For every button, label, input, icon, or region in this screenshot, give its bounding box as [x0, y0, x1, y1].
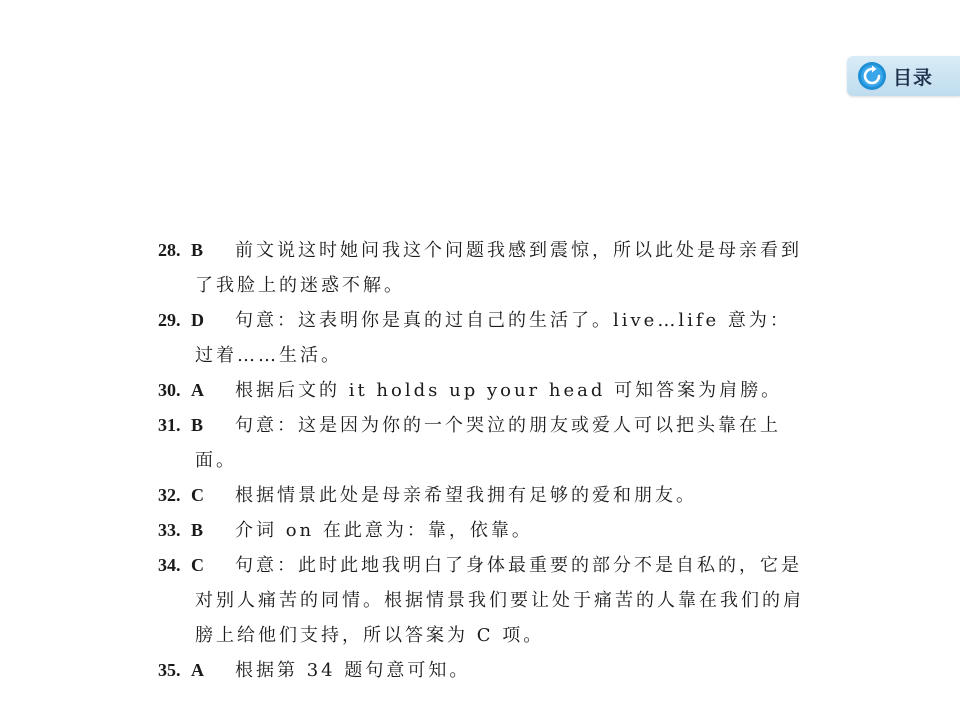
question-number: 31. — [158, 415, 181, 435]
question-number: 33. — [158, 520, 181, 540]
answer-item-30 — [158, 373, 808, 408]
answer-list — [158, 233, 808, 688]
explanation-text: 根据后文的 it holds up your head 可知答案为肩膀。 — [235, 380, 783, 401]
toc-label: 目录 — [893, 66, 934, 89]
question-number: 35. — [158, 660, 181, 680]
answer-letter: B — [191, 520, 204, 540]
answer-letter: A — [191, 380, 204, 400]
answer-item-32 — [158, 478, 808, 513]
explanation-text: 根据情景此处是母亲希望我拥有足够的爱和朋友。 — [235, 485, 697, 506]
explanation-text: 句意：这表明你是真的过自己的生活了。live…life 意为：过着……生活。 — [195, 310, 791, 366]
explanation-text: 根据第 34 题句意可知。 — [235, 660, 471, 681]
answer-letter: C — [191, 555, 204, 575]
question-number: 32. — [158, 485, 181, 505]
explanation-text: 句意：此时此地我明白了身体最重要的部分不是自私的，它是对别人痛苦的同情。根据情景我们要让处于痛苦的人靠在我们的肩膀上给他们支持，所以答案为 C 项。 — [195, 555, 804, 646]
question-number: 28. — [158, 240, 181, 260]
answer-item-31 — [158, 408, 808, 478]
question-number: 29. — [158, 310, 181, 330]
question-number: 30. — [158, 380, 181, 400]
answer-item-35 — [158, 653, 808, 688]
refresh-circle-icon — [857, 61, 887, 91]
answer-letter: A — [191, 660, 204, 680]
explanation-text: 介词 on 在此意为：靠，依靠。 — [235, 520, 533, 541]
answer-letter: D — [191, 310, 204, 330]
question-number: 34. — [158, 555, 181, 575]
answer-letter: C — [191, 485, 204, 505]
answer-item-34 — [158, 548, 808, 653]
answer-item-33 — [158, 513, 808, 548]
toc-button[interactable] — [847, 56, 960, 96]
answer-letter: B — [191, 415, 204, 435]
answer-item-28 — [158, 233, 808, 303]
answer-letter: B — [191, 240, 204, 260]
explanation-text: 句意：这是因为你的一个哭泣的朋友或爱人可以把头靠在上面。 — [195, 415, 781, 471]
answer-item-29 — [158, 303, 808, 373]
explanation-text: 前文说这时她问我这个问题我感到震惊，所以此处是母亲看到了我脸上的迷惑不解。 — [195, 240, 802, 296]
